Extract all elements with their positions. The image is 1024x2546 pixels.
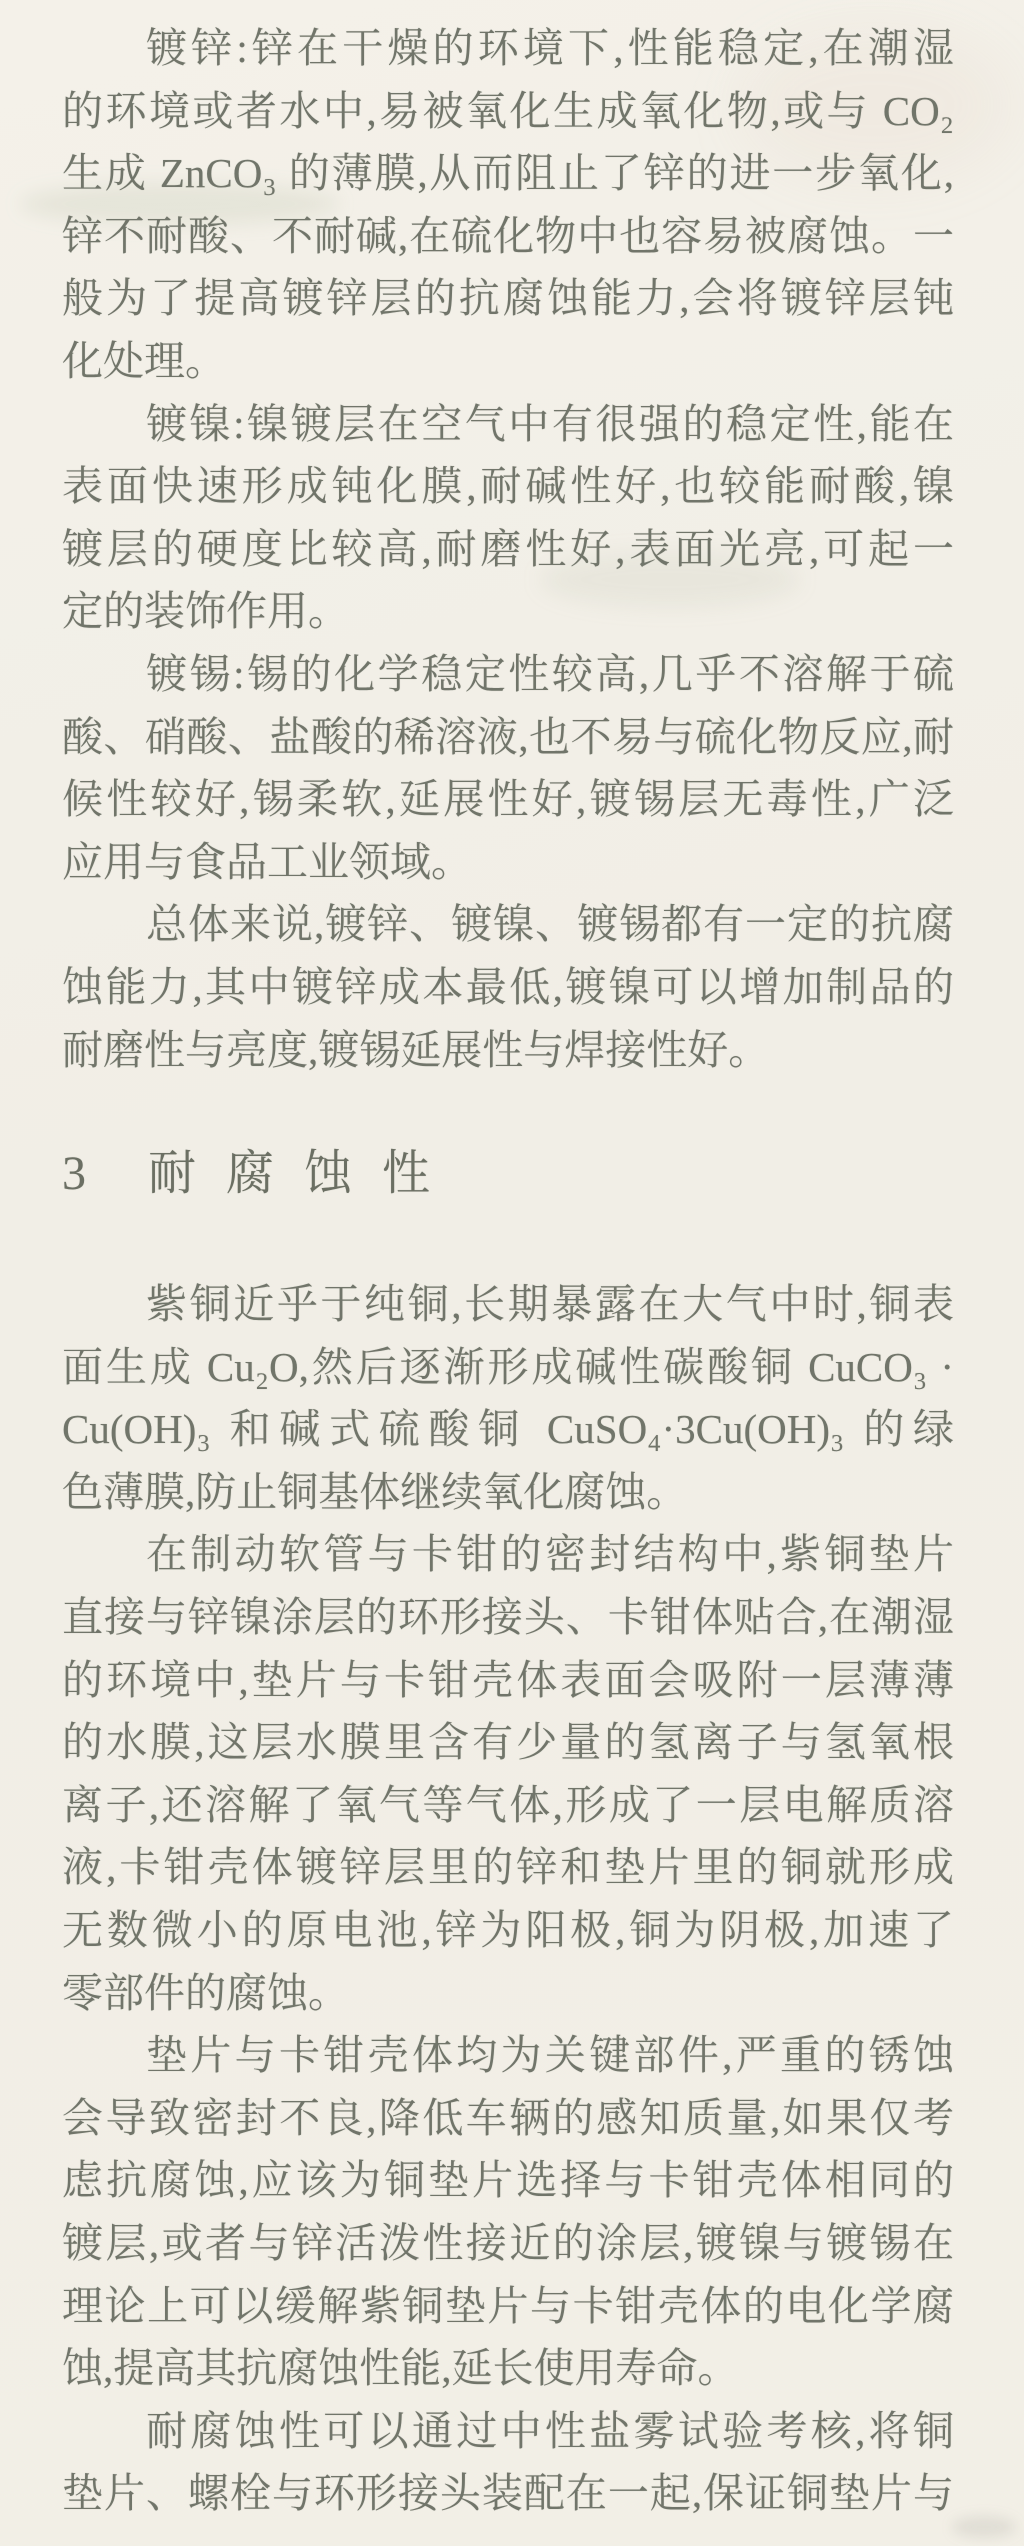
text-line: 生成 ZnCO₃ 的薄膜,从而阻止了锌的进一步氧化, [62,150,954,197]
text-line: 蚀,提高其抗腐蚀性能,延长使用寿命。 [62,2345,739,2392]
text-line: 色薄膜,防止铜基体继续氧化腐蚀。 [62,1468,688,1515]
paragraph [62,643,954,893]
paragraph [62,393,954,643]
text-line: 耐磨性与亮度,镀锡延展性与焊接性好。 [62,1026,770,1073]
text-line: 的环境或者水中,易被氧化生成氧化物,或与 CO₂ [62,87,954,134]
text-line: 液,卡钳壳体镀锌层里的锌和垫片里的铜就形成 [62,1844,954,1891]
text-line: 化处理。 [62,337,226,384]
text-line: 应用与食品工业领域。 [62,838,472,885]
section-number: 3 [62,1147,86,1201]
text-line: 垫片与卡钳壳体均为关键部件,严重的锈蚀 [146,2032,954,2079]
text-line: 在制动软管与卡钳的密封结构中,紫铜垫片 [146,1531,954,1578]
content-before-heading [62,17,954,1081]
page-content [62,17,954,2525]
text-line: 零部件的腐蚀。 [62,1969,349,2016]
text-line: 面生成 Cu₂O,然后逐渐形成碱性碳酸铜 CuCO₃ · [62,1343,954,1390]
text-line: 直接与锌镍涂层的环形接头、卡钳体贴合,在潮湿 [62,1594,954,1641]
text-line: 离子,还溶解了氧气等气体,形成了一层电解质溶 [62,1781,954,1828]
paragraph [62,1273,954,1523]
paragraph [62,2024,954,2400]
text-line: 无数微小的原电池,锌为阳极,铜为阴极,加速了 [62,1907,954,1954]
text-line: 的水膜,这层水膜里含有少量的氢离子与氢氧根 [62,1719,954,1766]
paragraph [62,17,954,393]
text-line: 蚀能力,其中镀锌成本最低,镀镍可以增加制品的 [62,963,954,1010]
text-line: 锌不耐酸、不耐碱,在硫化物中也容易被腐蚀。一 [62,212,954,259]
text-line: 镀镍:镍镀层在空气中有很强的稳定性,能在 [146,400,954,447]
text-line: 定的装饰作用。 [62,588,349,635]
text-line: 紫铜近乎于纯铜,长期暴露在大气中时,铜表 [146,1281,954,1328]
text-line: 虑抗腐蚀,应该为铜垫片选择与卡钳壳体相同的 [62,2157,954,2204]
text-line: 镀层的硬度比较高,耐磨性好,表面光亮,可起一 [62,525,954,572]
text-line: 耐腐蚀性可以通过中性盐雾试验考核,将铜 [146,2407,954,2454]
text-line: Cu(OH)₃ 和碱式硫酸铜 CuSO₄·3Cu(OH)₃ 的绿 [62,1406,954,1453]
text-line: 镀锌:锌在干燥的环境下,性能稳定,在潮湿 [146,25,954,71]
section-title: 耐腐蚀性 [148,1147,461,1201]
paragraph [62,893,954,1081]
scan-smudge-artifact [952,2516,1016,2538]
section-heading [62,1139,954,1209]
text-line: 会导致密封不良,降低车辆的感知质量,如果仅考 [62,2094,954,2141]
text-line: 垫片、螺栓与环形接头装配在一起,保证铜垫片与 [62,2470,954,2517]
text-line: 理论上可以缓解紫铜垫片与卡钳壳体的电化学腐 [62,2282,954,2329]
text-line: 镀锡:锡的化学稳定性较高,几乎不溶解于硫 [146,650,954,697]
text-line: 酸、硝酸、盐酸的稀溶液,也不易与硫化物反应,耐 [62,713,954,760]
paragraph [62,2400,954,2525]
text-line: 的环境中,垫片与卡钳壳体表面会吸附一层薄薄 [62,1656,954,1703]
text-line: 般为了提高镀锌层的抗腐蚀能力,会将镀锌层钝 [62,275,954,322]
text-line: 候性较好,锡柔软,延展性好,镀锡层无毒性,广泛 [62,776,954,823]
content-after-heading [62,1273,954,2525]
text-line: 总体来说,镀锌、镀镍、镀锡都有一定的抗腐 [146,901,954,948]
paragraph [62,1523,954,2024]
text-line: 镀层,或者与锌活泼性接近的涂层,镀镍与镀锡在 [62,2220,954,2266]
text-line: 表面快速形成钝化膜,耐碱性好,也较能耐酸,镍 [62,463,954,510]
